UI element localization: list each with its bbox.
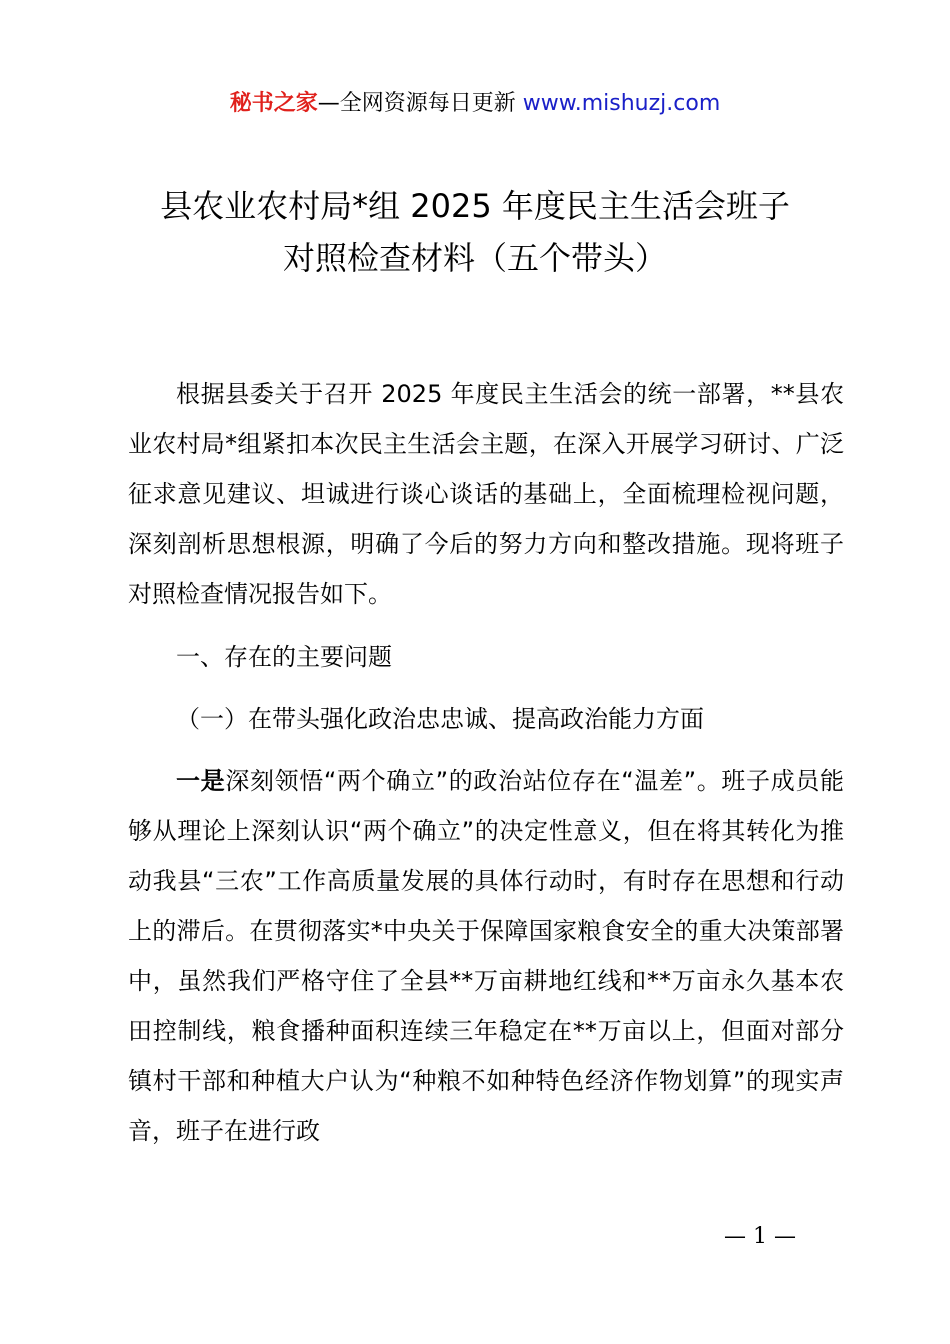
point-one-paragraph [128, 756, 844, 1156]
banner-tagline: —全网资源每日更新 [317, 91, 523, 116]
subsection-heading: （一）在带头强化政治忠忠诚、提高政治能力方面 [176, 705, 704, 733]
intro-paragraph: 根据县委关于召开 2025 年度民主生活会的统一部署，**县农业农村局*组紧扣本次民主生活会主题，在深入开展学习研讨、广泛征求意见建议、坦诚进行谈心谈话的基础上，全面梳理检视问题，深刻剖析思想根源，明确了今后的努力方向和整改措施。现将班子对照检查情况报告如下。 [128, 380, 844, 608]
point-one-text: 深刻领悟“两个确立”的政治站位存在“温差”。班子成员能够从理论上深刻认识“两个确立”的决定性意义，但在将其转化为推动我县“三农”工作高质量发展的具体行动时，有时存在思想和行动上的滞后。在贯彻落实*中央关于保障国家粮食安全的重大决策部署中，虽然我们严格守住了全县**万亩耕地红线和**万亩永久基本农田控制线，粮食播种面积连续三年稳定在**万亩以上，但面对部分镇村干部和种植大户认为“种粮不如种特色经济作物划算”的现实声音，班子在进行政 [128, 767, 845, 1145]
page-number: — 1 — [724, 1224, 796, 1249]
site-url-link[interactable]: www.mishuzj.com [522, 91, 721, 116]
document-title [0, 180, 950, 284]
title-line-1: 县农业农村局*组 2025 年度民主生活会班子 [160, 187, 790, 225]
point-one-lead: 一是 [176, 767, 226, 795]
section-heading: 一、存在的主要问题 [176, 643, 392, 671]
brand-name: 秘书之家 [229, 91, 318, 116]
site-banner [0, 88, 950, 120]
title-line-2: 对照检查材料（五个带头） [282, 239, 667, 277]
